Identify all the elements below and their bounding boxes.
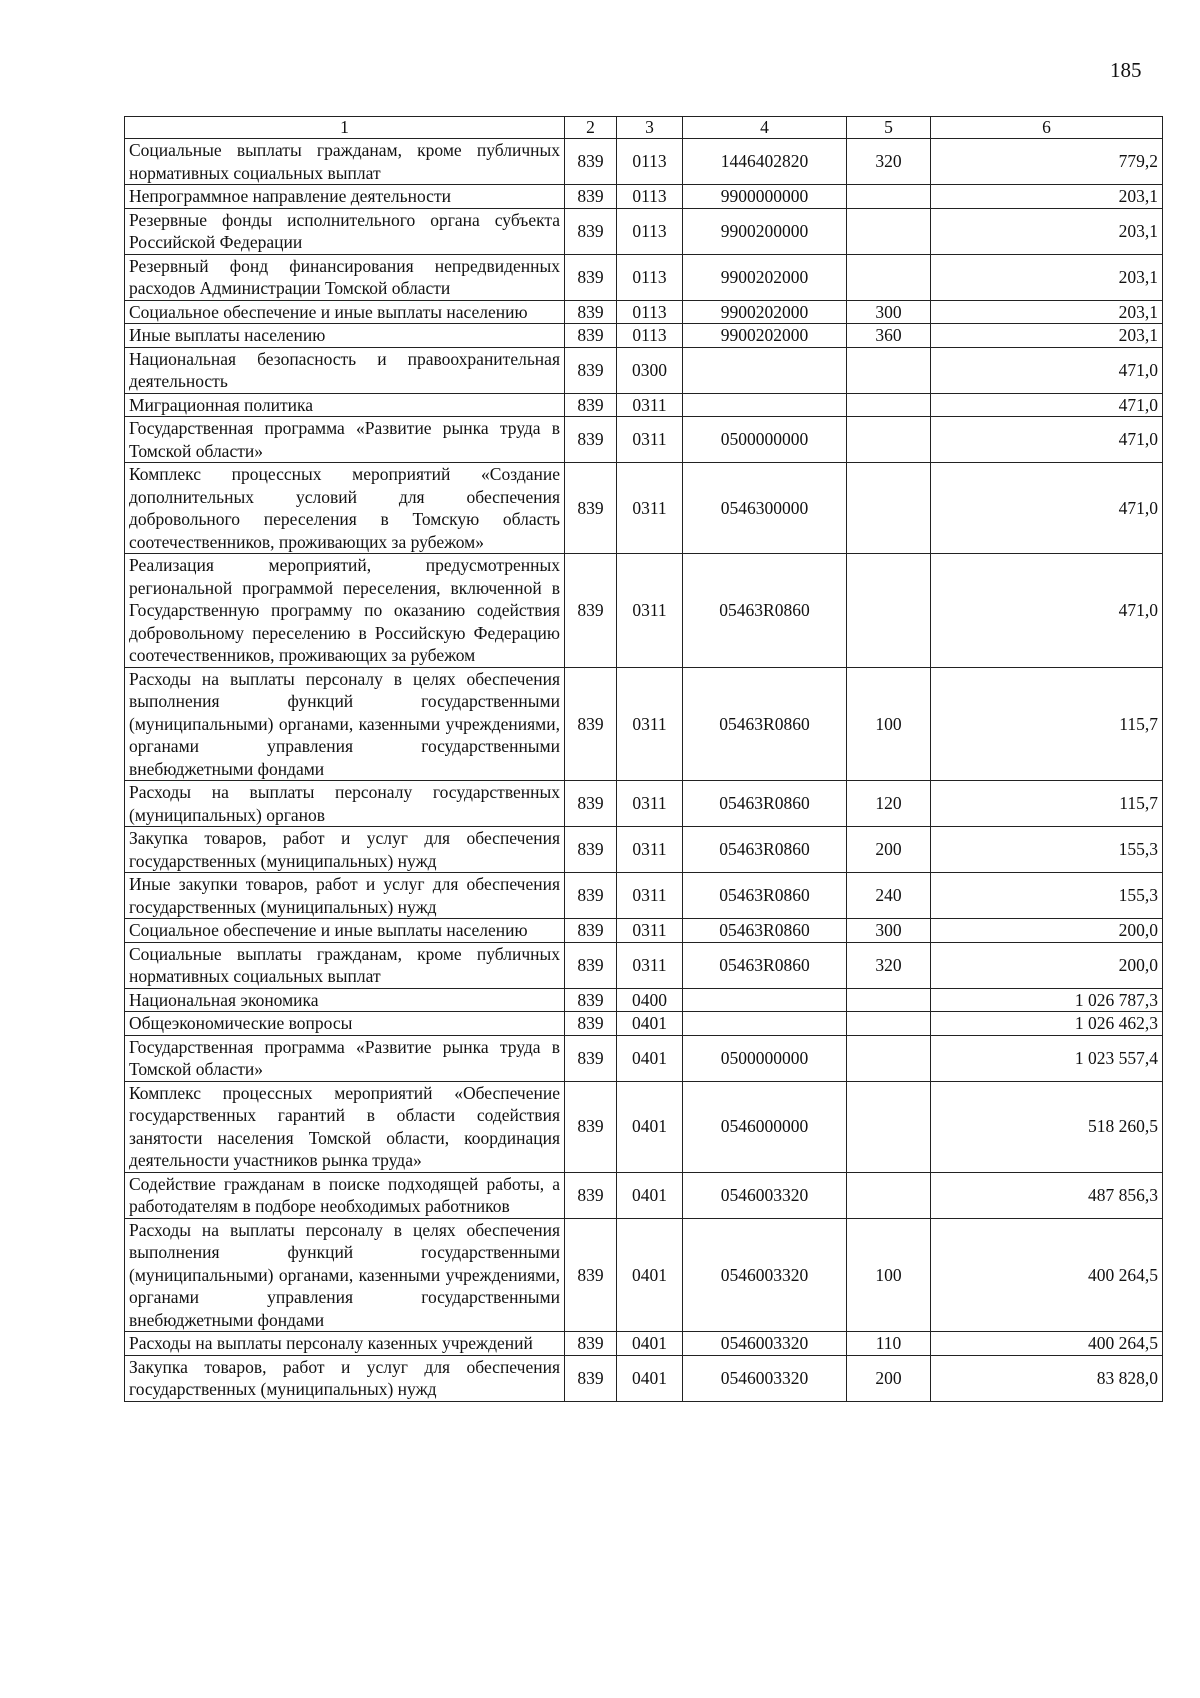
- table-row: [125, 1355, 1163, 1401]
- section-code-cell: 0311: [617, 873, 683, 919]
- amount-cell: 83 828,0: [931, 1355, 1163, 1401]
- section-code-cell: 0300: [617, 347, 683, 393]
- amount-cell: 1 026 462,3: [931, 1012, 1163, 1036]
- expense-name-cell: Социальные выплаты гражданам, кроме публичных нормативных социальных выплат: [125, 139, 565, 185]
- ministry-code-cell: 839: [565, 1012, 617, 1036]
- expense-type-cell: [847, 988, 931, 1012]
- column-header: 5: [847, 117, 931, 139]
- target-article-cell: 0546003320: [683, 1332, 847, 1356]
- section-code-cell: 0311: [617, 554, 683, 668]
- amount-cell: 518 260,5: [931, 1081, 1163, 1172]
- table-row: [125, 1332, 1163, 1356]
- expense-type-cell: [847, 1172, 931, 1218]
- ministry-code-cell: 839: [565, 347, 617, 393]
- amount-cell: 155,3: [931, 873, 1163, 919]
- budget-table: [124, 116, 1163, 1402]
- amount-cell: 1 026 787,3: [931, 988, 1163, 1012]
- section-code-cell: 0311: [617, 919, 683, 943]
- target-article-cell: 05463R0860: [683, 827, 847, 873]
- expense-name-cell: Комплекс процессных мероприятий «Обеспечение государственных гарантий в области содействия занятости населения Томской области, координация деятельности участников рынка труда»: [125, 1081, 565, 1172]
- expense-name-cell: Иные закупки товаров, работ и услуг для обеспечения государственных (муниципальных) нужд: [125, 873, 565, 919]
- target-article-cell: 9900202000: [683, 254, 847, 300]
- expense-type-cell: [847, 1035, 931, 1081]
- expense-name-cell: Комплекс процессных мероприятий «Создание дополнительных условий для обеспечения добровольного переселения в Томскую область соотечественников, проживающих за рубежом»: [125, 463, 565, 554]
- expense-type-cell: 320: [847, 139, 931, 185]
- target-article-cell: 0500000000: [683, 417, 847, 463]
- ministry-code-cell: 839: [565, 300, 617, 324]
- amount-cell: 487 856,3: [931, 1172, 1163, 1218]
- amount-cell: 200,0: [931, 942, 1163, 988]
- ministry-code-cell: 839: [565, 1081, 617, 1172]
- expense-type-cell: [847, 1012, 931, 1036]
- expense-name-cell: Национальная экономика: [125, 988, 565, 1012]
- expense-name-cell: Резервные фонды исполнительного органа субъекта Российской Федерации: [125, 208, 565, 254]
- target-article-cell: 0546300000: [683, 463, 847, 554]
- amount-cell: 115,7: [931, 667, 1163, 781]
- table-row: [125, 554, 1163, 668]
- table-row: [125, 781, 1163, 827]
- table-row: [125, 300, 1163, 324]
- table-row: [125, 139, 1163, 185]
- amount-cell: 471,0: [931, 554, 1163, 668]
- target-article-cell: 0500000000: [683, 1035, 847, 1081]
- section-code-cell: 0311: [617, 667, 683, 781]
- table-row: [125, 185, 1163, 209]
- expense-name-cell: Социальные выплаты гражданам, кроме публичных нормативных социальных выплат: [125, 942, 565, 988]
- table-row: [125, 1081, 1163, 1172]
- section-code-cell: 0113: [617, 185, 683, 209]
- target-article-cell: 1446402820: [683, 139, 847, 185]
- table-row: [125, 347, 1163, 393]
- expense-type-cell: 100: [847, 1218, 931, 1332]
- amount-cell: 471,0: [931, 417, 1163, 463]
- amount-cell: 155,3: [931, 827, 1163, 873]
- section-code-cell: 0401: [617, 1012, 683, 1036]
- amount-cell: 203,1: [931, 254, 1163, 300]
- table-row: [125, 254, 1163, 300]
- page-number: 185: [1110, 58, 1142, 82]
- amount-cell: 471,0: [931, 463, 1163, 554]
- section-code-cell: 0400: [617, 988, 683, 1012]
- amount-cell: 200,0: [931, 919, 1163, 943]
- ministry-code-cell: 839: [565, 463, 617, 554]
- ministry-code-cell: 839: [565, 781, 617, 827]
- section-code-cell: 0113: [617, 254, 683, 300]
- target-article-cell: [683, 988, 847, 1012]
- expense-name-cell: Закупка товаров, работ и услуг для обеспечения государственных (муниципальных) нужд: [125, 1355, 565, 1401]
- ministry-code-cell: 839: [565, 873, 617, 919]
- amount-cell: 203,1: [931, 324, 1163, 348]
- expense-type-cell: [847, 393, 931, 417]
- table-row: [125, 942, 1163, 988]
- section-code-cell: 0113: [617, 208, 683, 254]
- target-article-cell: 9900202000: [683, 300, 847, 324]
- ministry-code-cell: 839: [565, 1355, 617, 1401]
- amount-cell: 115,7: [931, 781, 1163, 827]
- ministry-code-cell: 839: [565, 1035, 617, 1081]
- ministry-code-cell: 839: [565, 827, 617, 873]
- expense-name-cell: Закупка товаров, работ и услуг для обеспечения государственных (муниципальных) нужд: [125, 827, 565, 873]
- table-row: [125, 1172, 1163, 1218]
- ministry-code-cell: 839: [565, 988, 617, 1012]
- expense-name-cell: Государственная программа «Развитие рынка труда в Томской области»: [125, 417, 565, 463]
- amount-cell: 203,1: [931, 185, 1163, 209]
- column-header: 6: [931, 117, 1163, 139]
- expense-type-cell: [847, 208, 931, 254]
- ministry-code-cell: 839: [565, 1172, 617, 1218]
- target-article-cell: [683, 393, 847, 417]
- section-code-cell: 0401: [617, 1035, 683, 1081]
- expense-name-cell: Государственная программа «Развитие рынка труда в Томской области»: [125, 1035, 565, 1081]
- column-header: 2: [565, 117, 617, 139]
- table-row: [125, 324, 1163, 348]
- expense-type-cell: 300: [847, 300, 931, 324]
- section-code-cell: 0311: [617, 781, 683, 827]
- amount-cell: 1 023 557,4: [931, 1035, 1163, 1081]
- target-article-cell: [683, 347, 847, 393]
- section-code-cell: 0311: [617, 417, 683, 463]
- target-article-cell: 9900202000: [683, 324, 847, 348]
- target-article-cell: 0546003320: [683, 1355, 847, 1401]
- section-code-cell: 0113: [617, 139, 683, 185]
- target-article-cell: 05463R0860: [683, 873, 847, 919]
- target-article-cell: 9900000000: [683, 185, 847, 209]
- table-row: [125, 988, 1163, 1012]
- section-code-cell: 0401: [617, 1218, 683, 1332]
- amount-cell: 400 264,5: [931, 1332, 1163, 1356]
- section-code-cell: 0401: [617, 1081, 683, 1172]
- section-code-cell: 0401: [617, 1172, 683, 1218]
- ministry-code-cell: 839: [565, 393, 617, 417]
- section-code-cell: 0311: [617, 393, 683, 417]
- expense-type-cell: 200: [847, 827, 931, 873]
- ministry-code-cell: 839: [565, 324, 617, 348]
- target-article-cell: 0546003320: [683, 1218, 847, 1332]
- expense-type-cell: 360: [847, 324, 931, 348]
- expense-name-cell: Расходы на выплаты персоналу казенных учреждений: [125, 1332, 565, 1356]
- amount-cell: 471,0: [931, 393, 1163, 417]
- ministry-code-cell: 839: [565, 417, 617, 463]
- expense-type-cell: 300: [847, 919, 931, 943]
- table-row: [125, 827, 1163, 873]
- ministry-code-cell: 839: [565, 185, 617, 209]
- expense-name-cell: Общеэкономические вопросы: [125, 1012, 565, 1036]
- expense-type-cell: [847, 347, 931, 393]
- column-header: 4: [683, 117, 847, 139]
- ministry-code-cell: 839: [565, 254, 617, 300]
- amount-cell: 471,0: [931, 347, 1163, 393]
- expense-name-cell: Расходы на выплаты персоналу в целях обеспечения выполнения функций государственными (муниципальными) органами, казенными учреждениями, органами управления государственными внебюджетными фондами: [125, 667, 565, 781]
- target-article-cell: 0546000000: [683, 1081, 847, 1172]
- expense-name-cell: Иные выплаты населению: [125, 324, 565, 348]
- section-code-cell: 0113: [617, 300, 683, 324]
- section-code-cell: 0401: [617, 1332, 683, 1356]
- expense-type-cell: 110: [847, 1332, 931, 1356]
- table-header-row: [125, 117, 1163, 139]
- ministry-code-cell: 839: [565, 942, 617, 988]
- expense-type-cell: [847, 463, 931, 554]
- ministry-code-cell: 839: [565, 554, 617, 668]
- expense-type-cell: [847, 554, 931, 668]
- ministry-code-cell: 839: [565, 208, 617, 254]
- expense-name-cell: Непрограммное направление деятельности: [125, 185, 565, 209]
- expense-name-cell: Социальное обеспечение и иные выплаты населению: [125, 919, 565, 943]
- table-row: [125, 463, 1163, 554]
- expense-name-cell: Резервный фонд финансирования непредвиденных расходов Администрации Томской области: [125, 254, 565, 300]
- expense-type-cell: 100: [847, 667, 931, 781]
- target-article-cell: 05463R0860: [683, 781, 847, 827]
- table-row: [125, 667, 1163, 781]
- column-header: 3: [617, 117, 683, 139]
- ministry-code-cell: 839: [565, 667, 617, 781]
- table-row: [125, 417, 1163, 463]
- expense-type-cell: 240: [847, 873, 931, 919]
- expense-name-cell: Национальная безопасность и правоохранительная деятельность: [125, 347, 565, 393]
- expense-type-cell: [847, 254, 931, 300]
- expense-name-cell: Содействие гражданам в поиске подходящей работы, а работодателям в подборе необходимых работников: [125, 1172, 565, 1218]
- ministry-code-cell: 839: [565, 1332, 617, 1356]
- table-row: [125, 919, 1163, 943]
- target-article-cell: 0546003320: [683, 1172, 847, 1218]
- amount-cell: 203,1: [931, 300, 1163, 324]
- column-header: 1: [125, 117, 565, 139]
- table-row: [125, 1218, 1163, 1332]
- expense-type-cell: [847, 417, 931, 463]
- amount-cell: 203,1: [931, 208, 1163, 254]
- target-article-cell: 05463R0860: [683, 554, 847, 668]
- target-article-cell: 05463R0860: [683, 667, 847, 781]
- expense-name-cell: Миграционная политика: [125, 393, 565, 417]
- section-code-cell: 0311: [617, 827, 683, 873]
- section-code-cell: 0113: [617, 324, 683, 348]
- expense-type-cell: [847, 185, 931, 209]
- section-code-cell: 0311: [617, 942, 683, 988]
- expense-name-cell: Реализация мероприятий, предусмотренных региональной программой переселения, включенной в Государственную программу по оказанию содействия добровольному переселению в Российскую Федерацию соотечественников, проживающих за рубежом: [125, 554, 565, 668]
- table-row: [125, 393, 1163, 417]
- table-body: [125, 139, 1163, 1402]
- target-article-cell: 05463R0860: [683, 942, 847, 988]
- table-row: [125, 1035, 1163, 1081]
- ministry-code-cell: 839: [565, 919, 617, 943]
- expense-type-cell: [847, 1081, 931, 1172]
- target-article-cell: [683, 1012, 847, 1036]
- amount-cell: 400 264,5: [931, 1218, 1163, 1332]
- table-row: [125, 873, 1163, 919]
- section-code-cell: 0401: [617, 1355, 683, 1401]
- section-code-cell: 0311: [617, 463, 683, 554]
- target-article-cell: 9900200000: [683, 208, 847, 254]
- ministry-code-cell: 839: [565, 139, 617, 185]
- expense-type-cell: 120: [847, 781, 931, 827]
- expense-name-cell: Расходы на выплаты персоналу в целях обеспечения выполнения функций государственными (муниципальными) органами, казенными учреждениями, органами управления государственными внебюджетными фондами: [125, 1218, 565, 1332]
- target-article-cell: 05463R0860: [683, 919, 847, 943]
- table-row: [125, 1012, 1163, 1036]
- expense-name-cell: Социальное обеспечение и иные выплаты населению: [125, 300, 565, 324]
- amount-cell: 779,2: [931, 139, 1163, 185]
- expense-name-cell: Расходы на выплаты персоналу государственных (муниципальных) органов: [125, 781, 565, 827]
- expense-type-cell: 320: [847, 942, 931, 988]
- table-row: [125, 208, 1163, 254]
- expense-type-cell: 200: [847, 1355, 931, 1401]
- ministry-code-cell: 839: [565, 1218, 617, 1332]
